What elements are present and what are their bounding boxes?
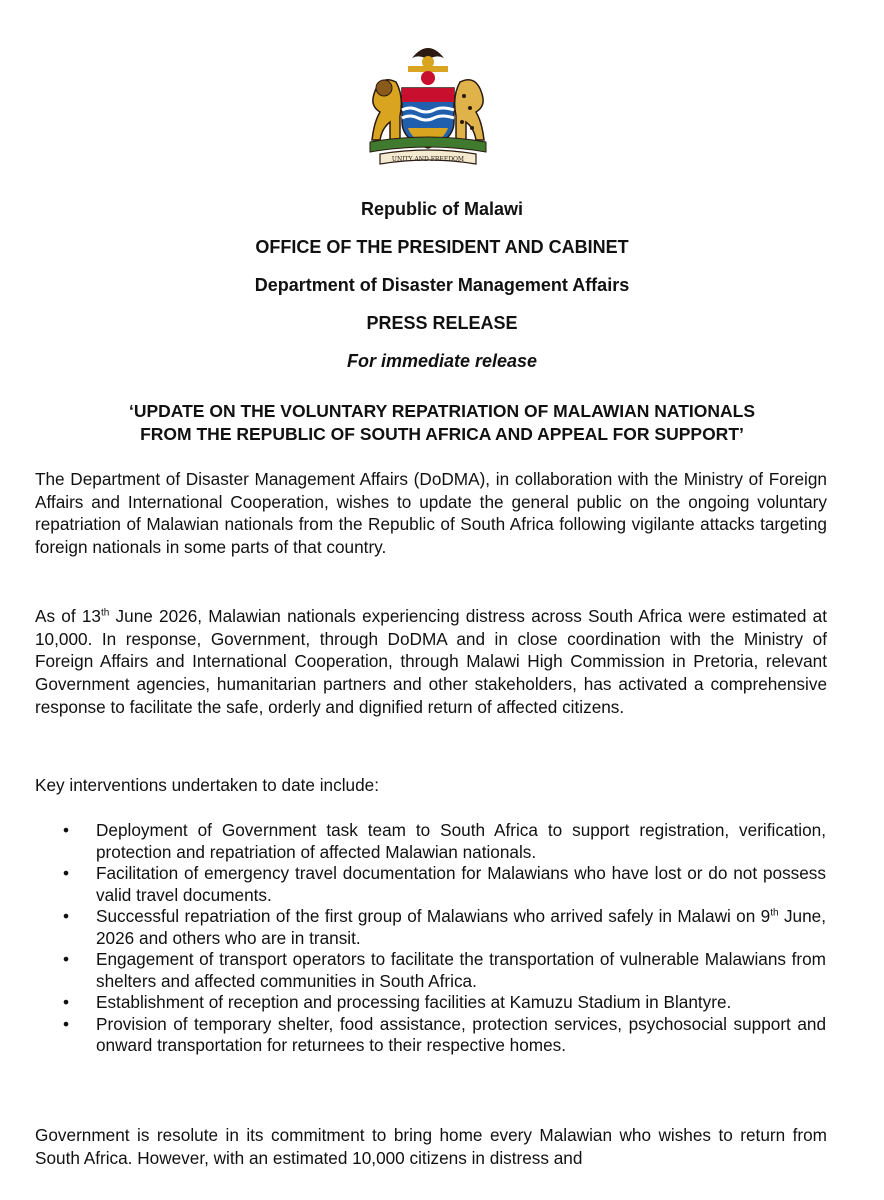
paragraph-situation-start: As of 13 xyxy=(35,606,101,626)
paragraph-interventions-lead: Key interventions undertaken to date include: xyxy=(35,775,379,795)
list-item-text-rest: June, 2026 and others who are in transit. xyxy=(96,906,826,948)
date-suffix: th xyxy=(770,907,779,919)
list-item-text: Engagement of transport operators to facilitate the transportation of vulnerable Malawians from shelters and affected communities in South Africa. xyxy=(96,949,826,991)
list-item-text: Establishment of reception and processing facilities at Kamuzu Stadium in Blantyre. xyxy=(96,992,732,1012)
bullet-marker: • xyxy=(63,1013,70,1034)
list-item-text: Provision of temporary shelter, food assistance, protection services, psychosocial support and onward transportation for returnees to their respective homes. xyxy=(96,1013,826,1055)
list-item xyxy=(0,863,826,906)
header-office: OFFICE OF THE PRESIDENT AND CABINET xyxy=(255,237,629,257)
list-item-text: Facilitation of emergency travel documentation for Malawians who have lost or do not possess valid travel documents. xyxy=(96,863,826,905)
release-title-line-2: FROM THE REPUBLIC OF SOUTH AFRICA AND APPEAL FOR SUPPORT’ xyxy=(140,424,744,444)
list-item-text: Deployment of Government task team to South Africa to support registration, verification, protection and repatriation of affected Malawian nationals. xyxy=(96,820,826,862)
paragraph-intro: The Department of Disaster Management Affairs (DoDMA), in collaboration with the Ministry of Foreign Affairs and International Cooperation, wishes to update the general public on the ongoing voluntary repatriation of Malawian nationals from the Republic of South Africa following vigilante attacks targeting foreign nationals in some parts of that country. xyxy=(35,469,827,558)
header-press-release: PRESS RELEASE xyxy=(366,313,518,333)
list-item xyxy=(0,949,826,992)
release-title xyxy=(40,400,844,446)
bullet-marker: • xyxy=(63,992,70,1012)
bullet-marker: • xyxy=(63,863,70,883)
paragraph-situation-rest: June 2026, Malawian nationals experiencing distress across South Africa were estimated at 10,000. In response, Government, through DoDMA and in close coordination with the Ministry of Foreign Affairs and International Cooperation, through Malawi High Commission in Pretoria, relevant Government agencies, humanitarian partners and other stakeholders, has activated a comprehensive response to facilitate the safe, orderly and dignified return of affected citizens. xyxy=(35,606,827,717)
list-item xyxy=(0,820,826,863)
list-item xyxy=(0,992,826,1014)
malawi-coat-of-arms-icon xyxy=(360,36,496,172)
bullet-marker: • xyxy=(63,820,70,840)
list-item xyxy=(0,906,826,949)
list-item-text-start: Successful repatriation of the first group of Malawians who arrived safely in Malawi on 9 xyxy=(96,906,771,926)
paragraph-appeal: Government is resolute in its commitment to bring home every Malawian who wishes to return from South Africa. However, with an estimated 10,000 citizens in distress and xyxy=(35,1125,827,1168)
motto-text: UNITY AND FREEDOM xyxy=(391,156,465,163)
interventions-list xyxy=(0,820,884,1057)
release-title-line-1: ‘UPDATE ON THE VOLUNTARY REPATRIATION OF MALAWIAN NATIONALS xyxy=(128,401,756,421)
paragraph-situation xyxy=(35,605,827,719)
header-country: Republic of Malawi xyxy=(360,199,524,219)
bullet-marker: • xyxy=(63,949,70,969)
header-department: Department of Disaster Management Affairs xyxy=(254,275,630,295)
date-suffix: th xyxy=(100,607,110,619)
bullet-marker: • xyxy=(63,906,70,926)
header-immediate-release: For immediate release xyxy=(346,351,538,371)
list-item xyxy=(0,1014,826,1057)
